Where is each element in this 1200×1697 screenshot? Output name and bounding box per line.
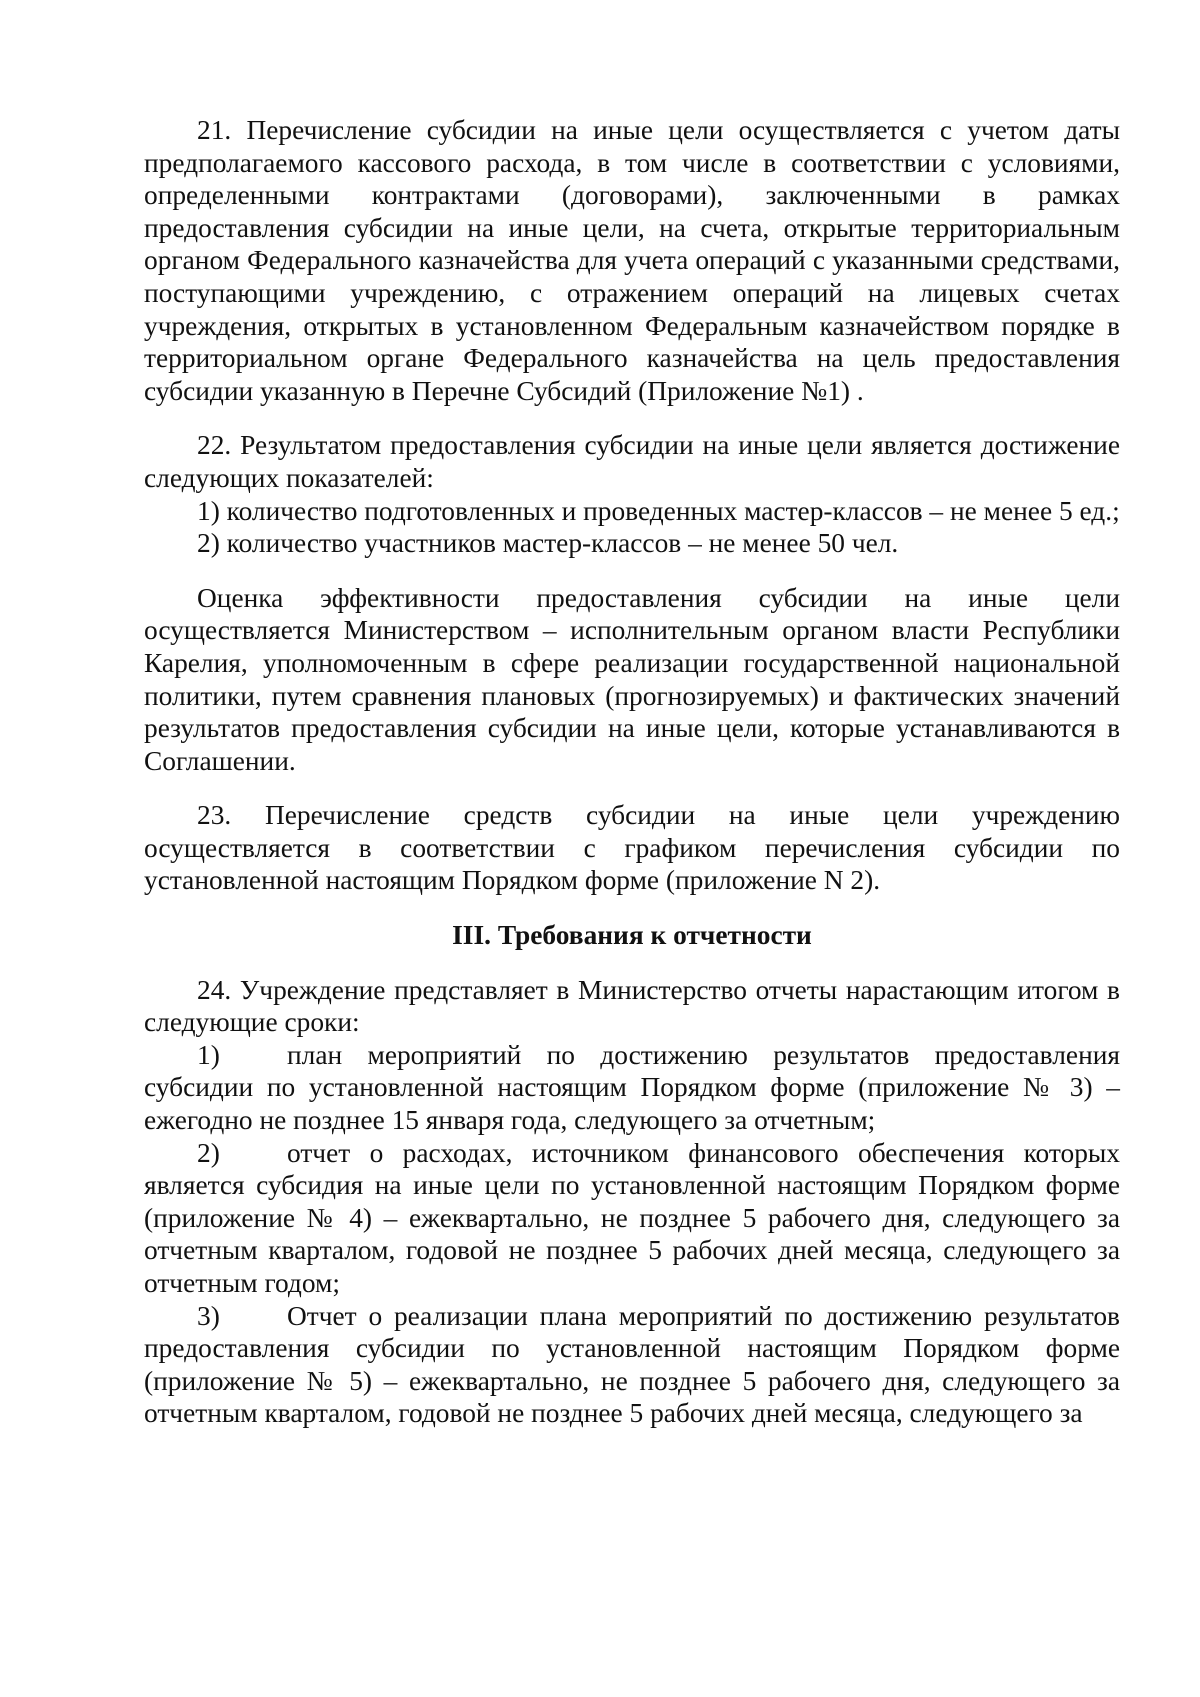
list-item-2-number: 2) bbox=[197, 1137, 220, 1168]
list-item-3-text: Отчет о реализации плана мероприятий по достижению результатов предоставления субсидии по установленной настоящим Порядком форме (приложение № 5) – ежеквартально, не позднее 5 рабочего дня, следующего за отчетным кварталом, годовой не позднее 5 рабочих дней месяца, следующего за bbox=[144, 1300, 1120, 1429]
list-item-1-text: план мероприятий по достижению результатов предоставления субсидии по установленной настоящим Порядком форме (приложение № 3) – ежегодно не позднее 15 января года, следующего за отчетным; bbox=[144, 1039, 1120, 1136]
paragraph-21: 21. Перечисление субсидии на иные цели осуществляется с учетом даты предполагаемого кассового расхода, в том числе в соответствии с условиями, определенными контрактами (договорами), заключенными в рамках предоставления субсидии на иные цели, на счета, открытые территориальным органом Федерального казначейства для учета операций с указанными средствами, поступающими учреждению, с отражением операций на лицевых счетах учреждения, открытых в установленном Федеральным казначейством порядке в территориальном органе Федерального казначейства на цель предоставления субсидии указанную в Перечне Субсидий (Приложение №1) . bbox=[144, 115, 1120, 406]
list-item-1-number: 1) bbox=[197, 1039, 220, 1070]
list-item-1 bbox=[144, 1039, 1120, 1137]
paragraph-24: 24. Учреждение представляет в Министерство отчеты нарастающим итогом в следующие сроки: bbox=[144, 974, 1120, 1038]
paragraph-evaluation: Оценка эффективности предоставления субсидии на иные цели осуществляется Министерством – исполнительным органом власти Республики Карелия, уполномоченным в сфере реализации государственной национальной политики, путем сравнения плановых (прогнозируемых) и фактических значений результатов предоставления субсидии на иные цели, которые устанавливаются в Соглашении. bbox=[144, 582, 1120, 776]
list-item-3-number: 3) bbox=[197, 1300, 220, 1331]
list-item-2 bbox=[144, 1137, 1120, 1300]
list-item-2-text: отчет о расходах, источником финансового обеспечения которых является субсидия на иные цели по установленной настоящим Порядком форме (приложение № 4) – ежеквартально, не позднее 5 рабочего дня, следующего за отчетным кварталом, годовой не позднее 5 рабочих дней месяца, следующего за отчетным годом; bbox=[144, 1137, 1120, 1298]
paragraph-22: 22. Результатом предоставления субсидии на иные цели является достижение следующих показателей: bbox=[144, 430, 1120, 493]
document-body bbox=[144, 114, 1120, 1430]
paragraph-22-item-1: 1) количество подготовленных и проведенных мастер-классов – не менее 5 ед.; bbox=[197, 495, 1120, 526]
section-heading: III. Требования к отчетности bbox=[452, 920, 812, 951]
paragraph-23: 23. Перечисление средств субсидии на иные цели учреждению осуществляется в соответствии с графиком перечисления субсидии по установленной настоящим Порядком форме (приложение N 2). bbox=[144, 800, 1120, 896]
list-item-3 bbox=[144, 1300, 1120, 1430]
paragraph-22-item-2: 2) количество участников мастер-классов – не менее 50 чел. bbox=[197, 528, 899, 559]
